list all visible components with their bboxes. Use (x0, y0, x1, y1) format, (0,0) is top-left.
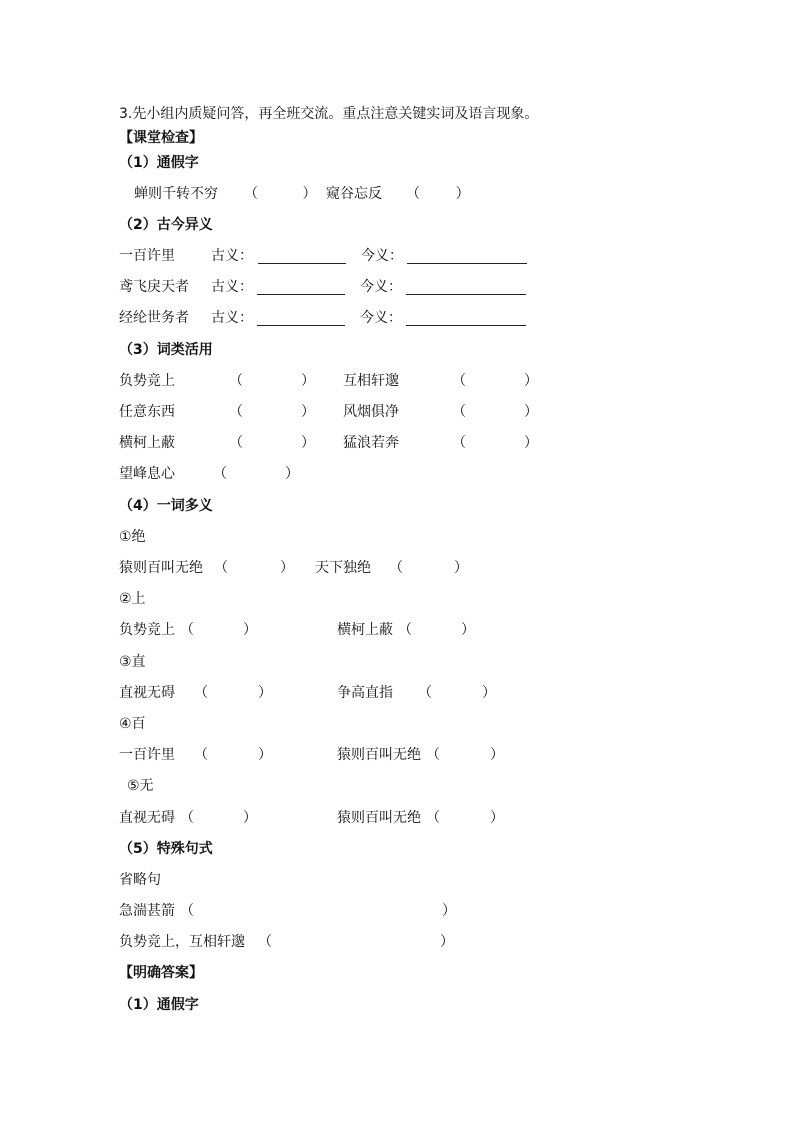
s4-item-5b: 猿则百叫无绝 (337, 810, 421, 826)
s4-answer-4b-close: ） (490, 747, 504, 763)
s4-answer-5a-close: ） (243, 810, 257, 826)
s4-answer-1b-open[interactable]: （ (389, 560, 403, 576)
s2-row-1-jin-blank[interactable] (407, 263, 527, 264)
s5-answer-1-close: ） (442, 903, 456, 919)
s4-answer-4a-open[interactable]: （ (194, 747, 208, 763)
s4-item-4b: 猿则百叫无绝 (337, 747, 421, 763)
s4-item-3a: 直视无碍 (119, 685, 175, 701)
s4-item-5a: 直视无碍 (119, 810, 175, 826)
s5-answer-2-close: ） (440, 934, 454, 950)
s3-answer-2a-open[interactable]: （ (229, 404, 243, 420)
s3-answer-1a-open[interactable]: （ (229, 373, 243, 389)
s5-subtitle: 省略句 (119, 872, 161, 888)
s4-answer-5b-open[interactable]: （ (426, 810, 440, 826)
s1-answer-a[interactable]: （ ） (244, 186, 317, 202)
s2-row-2-gu-blank[interactable] (257, 294, 345, 295)
s5-title: （5）特殊句式 (119, 841, 213, 857)
s4-answer-3b-close: ） (482, 685, 496, 701)
s3-item-4a: 望峰息心 (119, 466, 175, 482)
s4-word-5: ⑤无 (127, 778, 154, 794)
s3-answer-4a-close: ） (285, 466, 299, 482)
s3-item-3b: 猛浪若奔 (343, 435, 399, 451)
s2-row-3-gu-label: 古义： (211, 310, 253, 326)
instruction-text: 3.先小组内质疑问答，再全班交流。重点注意关键实词及语言现象。 (119, 106, 539, 122)
s4-answer-1b-close: ） (454, 560, 468, 576)
s4-word-3: ③直 (119, 654, 146, 670)
s4-answer-2b-close: ） (461, 622, 475, 638)
s4-item-1a: 猿则百叫无绝 (119, 560, 203, 576)
s3-item-1b: 互相轩邈 (343, 373, 399, 389)
s5-answer-2-open[interactable]: （ (258, 934, 272, 950)
s4-answer-5a-open[interactable]: （ (180, 810, 194, 826)
s3-item-3a: 横柯上蔽 (119, 435, 175, 451)
s2-title: （2）古今异义 (119, 217, 213, 233)
s3-item-2a: 任意东西 (119, 404, 175, 420)
s4-word-2: ②上 (119, 591, 146, 607)
s4-item-4a: 一百许里 (119, 747, 175, 763)
s4-item-3b: 争高直指 (337, 685, 393, 701)
s2-row-1-word: 一百许里 (119, 248, 175, 264)
s4-answer-3b-open[interactable]: （ (418, 685, 432, 701)
s4-item-2b: 横柯上蔽 (337, 622, 393, 638)
s5-item-1: 急湍甚箭 (119, 903, 175, 919)
s2-row-2-jin-blank[interactable] (406, 294, 526, 295)
section-header-check: 【课堂检查】 (119, 130, 203, 146)
s4-answer-5b-close: ） (490, 810, 504, 826)
s4-word-4: ④百 (119, 716, 146, 732)
s3-answer-3a-close: ） (301, 435, 315, 451)
s3-answer-3a-open[interactable]: （ (229, 435, 243, 451)
s1-item-b: 窥谷忘反 (326, 186, 382, 202)
s4-answer-3a-open[interactable]: （ (194, 685, 208, 701)
s2-row-3-jin-blank[interactable] (406, 325, 526, 326)
s2-row-2-jin-label: 今义： (360, 279, 402, 295)
s4-answer-4b-open[interactable]: （ (426, 747, 440, 763)
s4-answer-2a-open[interactable]: （ (180, 622, 194, 638)
s2-row-3-gu-blank[interactable] (257, 325, 345, 326)
s2-row-1-jin-label: 今义： (361, 248, 403, 264)
s3-answer-2b-open[interactable]: （ (452, 404, 466, 420)
s2-row-1-gu-label: 古义： (211, 248, 253, 264)
s3-answer-3b-open[interactable]: （ (452, 435, 466, 451)
s2-row-2-gu-label: 古义： (211, 279, 253, 295)
s3-answer-1a-close: ） (301, 373, 315, 389)
s4-answer-3a-close: ） (258, 685, 272, 701)
s4-answer-2b-open[interactable]: （ (398, 622, 412, 638)
s2-row-1-gu-blank[interactable] (258, 263, 346, 264)
s2-row-2-word: 鸢飞戾天者 (119, 279, 189, 295)
s5-item-2: 负势竞上，互相轩邈 (119, 934, 245, 950)
s3-answer-1b-open[interactable]: （ (452, 373, 466, 389)
s3-answer-3b-close: ） (524, 435, 538, 451)
s4-answer-1a-open[interactable]: （ (214, 560, 228, 576)
s4-answer-2a-close: ） (243, 622, 257, 638)
s3-answer-1b-close: ） (524, 373, 538, 389)
s1-answer-b[interactable]: （ ） (406, 186, 470, 202)
s2-row-3-word: 经纶世务者 (119, 310, 189, 326)
s4-title: （4）一词多义 (119, 498, 213, 514)
s4-word-1: ①绝 (119, 529, 146, 545)
answers-s1-title: （1）通假字 (119, 997, 199, 1013)
s3-item-2b: 风烟俱净 (343, 404, 399, 420)
section-header-answers: 【明确答案】 (119, 965, 203, 981)
s2-row-3-jin-label: 今义： (360, 310, 402, 326)
s3-answer-2b-close: ） (524, 404, 538, 420)
s3-title: （3）词类活用 (119, 342, 213, 358)
s3-answer-2a-close: ） (301, 404, 315, 420)
s4-answer-4a-close: ） (258, 747, 272, 763)
s4-answer-1a-close: ） (280, 560, 294, 576)
s1-title: （1）通假字 (119, 155, 199, 171)
s4-item-1b: 天下独绝 (315, 560, 371, 576)
s4-item-2a: 负势竞上 (119, 622, 175, 638)
s3-answer-4a-open[interactable]: （ (213, 466, 227, 482)
s5-answer-1-open[interactable]: （ (180, 903, 194, 919)
s1-item-a: 蝉则千转不穷 (134, 186, 218, 202)
s3-item-1a: 负势竞上 (119, 373, 175, 389)
